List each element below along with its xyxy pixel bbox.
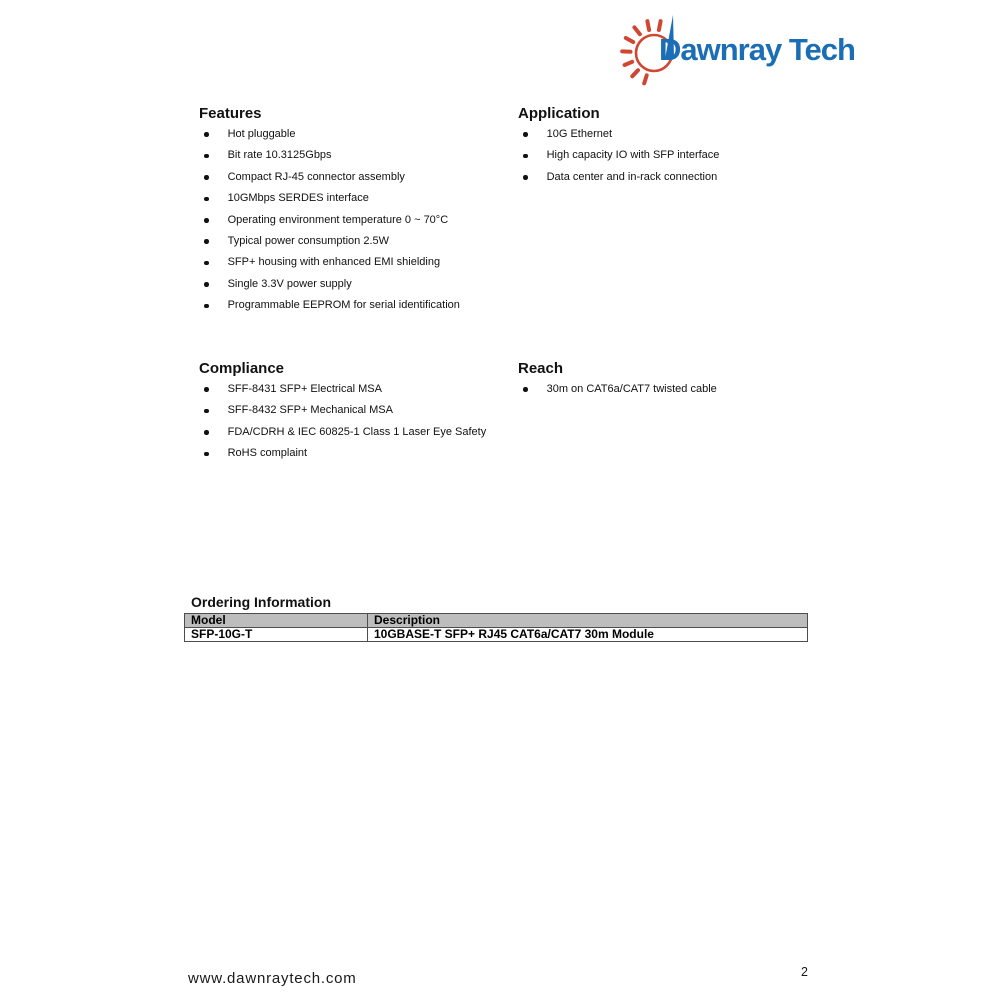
page-number: 2	[801, 965, 808, 979]
list-item: Bit rate 10.3125Gbps	[199, 145, 460, 166]
list-item: 30m on CAT6a/CAT7 twisted cable	[518, 379, 717, 400]
ordering-information-section	[184, 594, 808, 642]
bullet-icon	[523, 154, 528, 159]
table-header-row	[185, 614, 808, 628]
reach-list	[518, 379, 717, 400]
bullet-icon	[523, 175, 528, 180]
bullet-icon	[204, 132, 209, 137]
company-logo	[614, 8, 854, 92]
bullet-icon	[523, 132, 528, 137]
bullet-icon	[204, 197, 209, 202]
list-item: Operating environment temperature 0 ~ 70°C	[199, 210, 460, 231]
footer-website: www.dawnraytech.com	[188, 970, 357, 987]
list-item: FDA/CDRH & IEC 60825-1 Class 1 Laser Eye Safety	[199, 422, 486, 443]
table-row	[185, 628, 808, 642]
features-list	[199, 124, 460, 317]
compliance-section	[199, 361, 486, 465]
bullet-icon	[204, 387, 209, 392]
list-item: RoHS complaint	[199, 443, 486, 464]
features-title: Features	[199, 105, 262, 122]
application-list	[518, 124, 719, 188]
description-cell: 10GBASE-T SFP+ RJ45 CAT6a/CAT7 30m Module	[368, 628, 808, 642]
bullet-icon	[204, 282, 209, 287]
model-column-header: Model	[185, 614, 368, 628]
bullet-icon	[204, 175, 209, 180]
brand-name: Dawnray Tech	[659, 32, 855, 67]
list-item: Programmable EEPROM for serial identification	[199, 295, 460, 316]
ordering-table	[184, 613, 808, 642]
features-section	[199, 106, 460, 317]
list-item: Hot pluggable	[199, 124, 460, 145]
list-item: 10GMbps SERDES interface	[199, 188, 460, 209]
bullet-icon	[204, 154, 209, 159]
list-item: SFF-8432 SFP+ Mechanical MSA	[199, 400, 486, 421]
list-item: 10G Ethernet	[518, 124, 719, 145]
reach-title: Reach	[518, 360, 564, 377]
list-item: High capacity IO with SFP interface	[518, 145, 719, 166]
bullet-icon	[204, 218, 209, 223]
compliance-title: Compliance	[199, 360, 285, 377]
bullet-icon	[204, 239, 209, 244]
list-item: Typical power consumption 2.5W	[199, 231, 460, 252]
bullet-icon	[204, 409, 209, 414]
bullet-icon	[204, 452, 209, 457]
application-section	[518, 106, 719, 188]
reach-section	[518, 361, 717, 400]
bullet-icon	[523, 387, 528, 392]
bullet-icon	[204, 430, 209, 435]
model-cell: SFP-10G-T	[185, 628, 368, 642]
list-item: SFF-8431 SFP+ Electrical MSA	[199, 379, 486, 400]
ordering-title: Ordering Information	[191, 594, 331, 610]
list-item: Data center and in-rack connection	[518, 167, 719, 188]
application-title: Application	[518, 105, 600, 122]
compliance-list	[199, 379, 486, 465]
bullet-icon	[204, 261, 209, 266]
bullet-icon	[204, 304, 209, 309]
list-item: Single 3.3V power supply	[199, 274, 460, 295]
list-item: SFP+ housing with enhanced EMI shielding	[199, 252, 460, 273]
list-item: Compact RJ-45 connector assembly	[199, 167, 460, 188]
description-column-header: Description	[368, 614, 808, 628]
